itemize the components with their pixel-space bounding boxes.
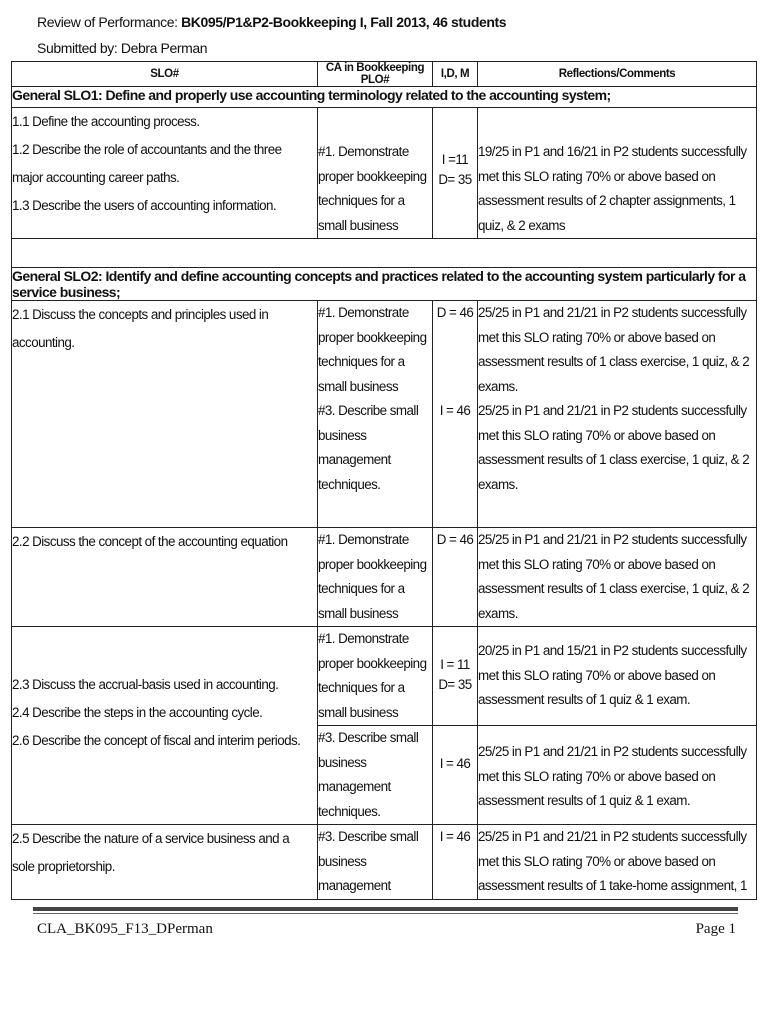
table-header-row <box>12 62 757 87</box>
slo1-row <box>12 108 757 239</box>
reflection-line: exams. <box>478 378 518 394</box>
idm-value: D= 35 <box>438 677 472 692</box>
ca-line: techniques for a <box>318 581 405 596</box>
slo2-title: General SLO2: Identify and define accounting concepts and practices related to the accounting system particularly for a service business; <box>12 268 757 301</box>
slo2-5-idm: I = 46 <box>433 825 478 900</box>
spacer <box>12 239 757 268</box>
reflection-line: 25/25 in P1 and 21/21 in P2 students successfully <box>478 744 747 759</box>
slo1-item: 1.3 Describe the users of accounting information. <box>12 198 277 213</box>
slo-item: 2.1 Discuss the concepts and principles used in <box>12 307 269 322</box>
ca-line: #3. Describe small <box>318 829 419 844</box>
slo-review-table <box>11 61 757 900</box>
slo-item: accounting. <box>12 335 75 350</box>
ca-line: business <box>318 853 367 869</box>
reflection-line: 25/25 in P1 and 21/21 in P2 students successfully <box>478 829 747 844</box>
slo-item: sole proprietorship. <box>12 859 115 874</box>
col-header-reflections: Reflections/Comments <box>478 62 757 87</box>
slo2-5-reflection <box>478 825 757 900</box>
reflection-line: met this SLO rating 70% or above based on <box>478 768 716 784</box>
ca-line: proper bookkeeping <box>318 556 427 572</box>
slo2-5-items <box>12 825 318 900</box>
reflection-line: met this SLO rating 70% or above based on <box>478 667 716 683</box>
idm-value: D= 35 <box>438 172 472 187</box>
col-header-idm: I,D, M <box>433 62 478 87</box>
reflection-line: 25/25 in P1 and 21/21 in P2 students successfully <box>478 403 747 418</box>
footer-rule-thin <box>33 913 738 914</box>
idm-value: I = 11 <box>440 657 470 672</box>
slo2-2-ca <box>318 528 433 627</box>
slo2-1-idm-a: D = 46 <box>433 301 478 400</box>
ca-line: proper bookkeeping <box>318 655 427 671</box>
slo1-item: major accounting career paths. <box>12 170 180 185</box>
slo2-5-ca <box>318 825 433 900</box>
ca-line: #3. Describe small <box>318 403 419 418</box>
submitted-by: Submitted by: Debra Perman <box>37 40 208 56</box>
slo2-2-reflection <box>478 528 757 627</box>
slo2-1-reflection-a <box>478 301 757 400</box>
slo2-heading-row <box>12 268 757 301</box>
slo2-3-row-a <box>12 627 757 726</box>
reflection-line: assessment results of 1 quiz & 1 exam. <box>478 692 691 707</box>
reflection-line: quiz, & 2 exams <box>478 217 566 233</box>
ca-line: small business <box>318 605 399 621</box>
ca-line: #1. Demonstrate <box>318 532 409 547</box>
reflection-line: exams. <box>478 476 518 492</box>
footer-page-number: Page 1 <box>695 921 736 937</box>
ca-line: techniques for a <box>318 680 405 695</box>
ca-line: business <box>318 754 367 770</box>
slo1-item: 1.1 Define the accounting process. <box>12 114 200 129</box>
title-prefix: Review of Performance: <box>37 14 178 30</box>
slo2-1-ca-b <box>318 399 433 528</box>
ca-line: techniques. <box>318 803 381 819</box>
reflection-line: 25/25 in P1 and 21/21 in P2 students successfully <box>478 305 747 320</box>
ca-line: #1. Demonstrate <box>318 305 409 320</box>
slo-item: 2.4 Describe the steps in the accounting cycle. <box>12 705 263 720</box>
slo2-2-idm: D = 46 <box>433 528 478 627</box>
ca-line: small business <box>318 704 399 720</box>
slo1-ca <box>318 108 433 239</box>
col-header-ca: CA in Bookkeeping PLO# <box>318 62 433 87</box>
ca-line: management <box>318 452 391 467</box>
reflection-line: assessment results of 1 take-home assignment, 1 <box>478 878 747 893</box>
slo2-1-row-a <box>12 301 757 400</box>
slo1-item: 1.2 Describe the role of accountants and the three <box>12 142 282 157</box>
slo1-title: General SLO1: Define and properly use accounting terminology related to the accounting system; <box>12 87 757 108</box>
reflection-line: met this SLO rating 70% or above based on <box>478 556 716 572</box>
slo2-5-row <box>12 825 757 900</box>
reflection-line: 19/25 in P1 and 16/21 in P2 students successfully <box>478 144 747 159</box>
slo2-1-items <box>12 301 318 528</box>
slo1-heading-row <box>12 87 757 108</box>
ca-line: #3. Describe small <box>318 730 419 745</box>
footer-rule-thick <box>33 907 738 911</box>
slo2-3-ca-b <box>318 726 433 825</box>
slo2-3-items <box>12 627 318 825</box>
slo2-3-idm-a <box>433 627 478 726</box>
reflection-line: 20/25 in P1 and 15/21 in P2 students successfully <box>478 643 747 658</box>
reflection-line: assessment results of 1 class exercise, 1 quiz, & 2 <box>478 581 750 596</box>
reflection-line: met this SLO rating 70% or above based on <box>478 329 716 345</box>
slo2-1-idm-b: I = 46 <box>433 399 478 528</box>
course-title: BK095/P1&P2-Bookkeeping I, Fall 2013, 46 students <box>181 14 507 30</box>
footer-doc-id: CLA_BK095_F13_DPerman <box>37 921 213 937</box>
idm-value: I =11 <box>441 152 469 167</box>
col-header-slo: SLO# <box>12 62 318 87</box>
reflection-line: assessment results of 1 class exercise, 1 quiz, & 2 <box>478 452 750 467</box>
slo-item: 2.5 Describe the nature of a service business and a <box>12 831 290 846</box>
ca-line: proper bookkeeping <box>318 329 427 345</box>
slo-item: 2.3 Discuss the accrual-basis used in accounting. <box>12 677 279 692</box>
reflection-line: met this SLO rating 70% or above based on <box>478 853 716 869</box>
reflection-line: met this SLO rating 70% or above based on <box>478 427 716 443</box>
slo2-3-ca-a <box>318 627 433 726</box>
ca-line: management <box>318 878 391 893</box>
slo2-3-reflection-b <box>478 726 757 825</box>
ca-line: proper bookkeeping <box>318 168 427 184</box>
reflection-line: assessment results of 2 chapter assignments, 1 <box>478 193 736 208</box>
slo2-2-row <box>12 528 757 627</box>
slo1-reflection <box>478 108 757 239</box>
slo1-idm <box>433 108 478 239</box>
ca-line: #1. Demonstrate <box>318 631 409 646</box>
slo2-2-item: 2.2 Discuss the concept of the accounting equation <box>12 528 318 627</box>
slo2-3-idm-b: I = 46 <box>433 726 478 825</box>
slo2-3-reflection-a <box>478 627 757 726</box>
spacer-row <box>12 239 757 268</box>
reflection-line: assessment results of 1 quiz & 1 exam. <box>478 793 691 808</box>
ca-line: techniques. <box>318 476 381 492</box>
slo-item: 2.6 Describe the concept of fiscal and interim periods. <box>12 733 301 748</box>
ca-line: techniques for a <box>318 193 405 208</box>
ca-line: business <box>318 427 367 443</box>
ca-line: #1. Demonstrate <box>318 144 409 159</box>
reflection-line: exams. <box>478 605 518 621</box>
ca-line: techniques for a <box>318 354 405 369</box>
slo1-items <box>12 108 318 239</box>
ca-line: management <box>318 779 391 794</box>
reflection-line: met this SLO rating 70% or above based on <box>478 168 716 184</box>
slo2-1-reflection-b <box>478 399 757 528</box>
ca-line: small business <box>318 378 399 394</box>
report-title <box>37 14 506 30</box>
reflection-line: 25/25 in P1 and 21/21 in P2 students successfully <box>478 532 747 547</box>
slo2-1-ca-a <box>318 301 433 400</box>
reflection-line: assessment results of 1 class exercise, 1 quiz, & 2 <box>478 354 750 369</box>
ca-line: small business <box>318 217 399 233</box>
